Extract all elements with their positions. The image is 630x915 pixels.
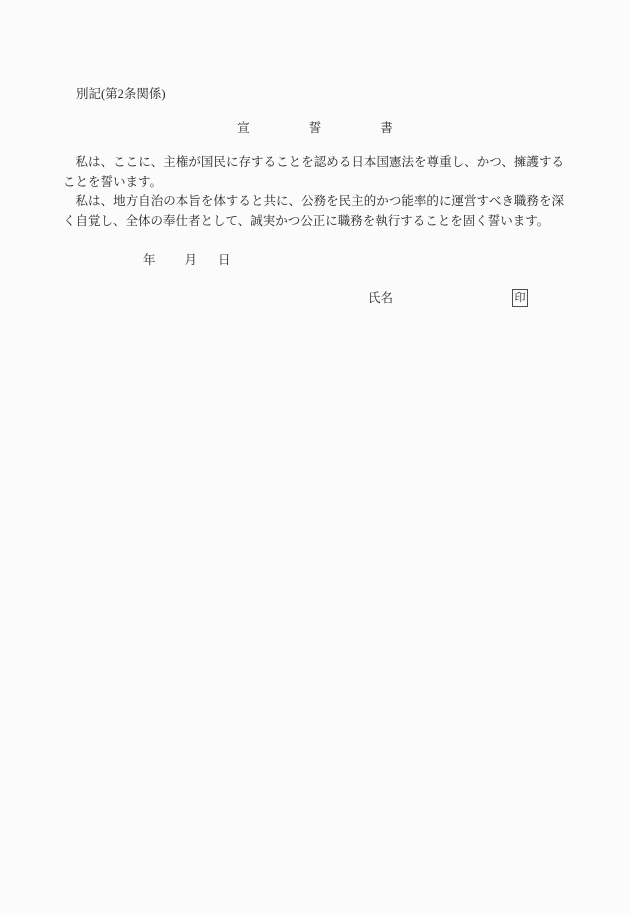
title-char-1: 宣: [237, 121, 250, 135]
document-title: [0, 118, 630, 136]
oath-paragraph-1: 私は、ここに、主権が国民に存することを認める日本国憲法を尊重し、かつ、擁護することを誓います。: [63, 155, 564, 189]
day-label: 日: [218, 253, 231, 267]
appendix-note: 別記(第2条関係): [76, 87, 166, 101]
date-line: [143, 250, 231, 268]
signature-line: [368, 288, 393, 306]
seal-label: 印: [514, 291, 526, 304]
title-char-3: 書: [380, 121, 393, 135]
name-label: 氏名: [368, 291, 394, 305]
month-label: 月: [184, 253, 198, 267]
year-label: 年: [143, 253, 156, 267]
title-char-2: 誓: [308, 121, 322, 135]
seal-box: [512, 289, 528, 307]
oath-body: [63, 153, 564, 232]
oath-paragraph-2: 私は、地方自治の本旨を体すると共に、公務を民主的かつ能率的に運営すべき職務を深く自覚し、全体の奉仕者として、誠実かつ公正に職務を執行することを固く誓います。: [63, 194, 564, 229]
